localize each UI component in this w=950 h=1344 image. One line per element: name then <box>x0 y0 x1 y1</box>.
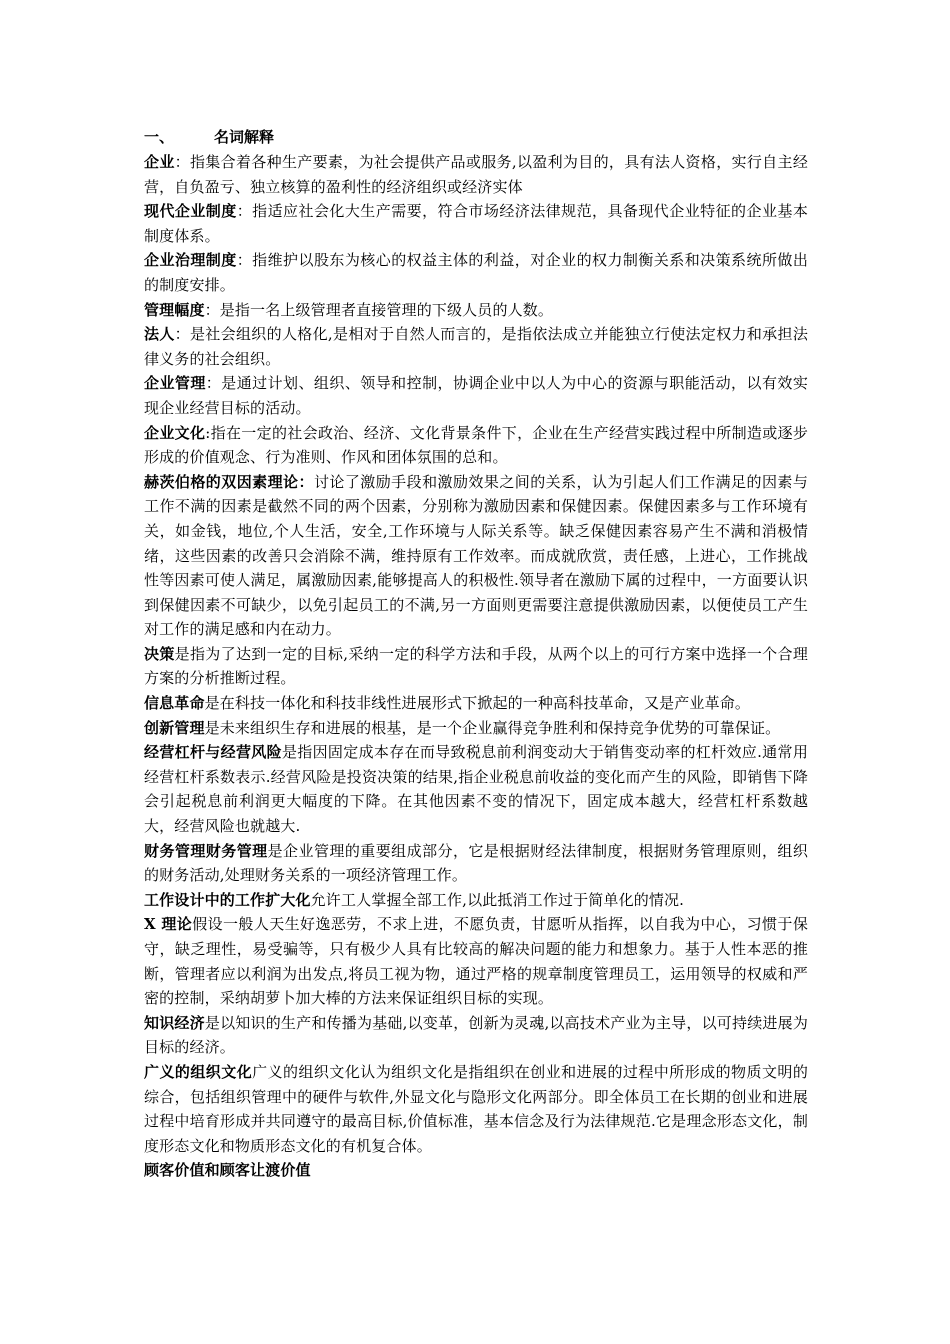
definition-term: 现代企业制度 <box>144 202 237 221</box>
section-number: 一、 <box>144 128 175 146</box>
definition-entry-legal-person <box>144 322 808 371</box>
definition-text: :指在一定的社会政治、经济、文化背景条件下，企业在生产经营实践过程中所制造或逐步形成的价值观念、行为准则、作风和团体氛围的总和。 <box>144 423 809 467</box>
definition-entry-enterprise <box>144 150 808 199</box>
definition-term: 决策 <box>144 644 175 663</box>
definition-term: 管理幅度 <box>144 300 205 319</box>
definition-text: 是未来组织生存和进展的根基，是一个企业赢得竞争胜利和保持竞争优势的可靠保证。 <box>204 718 781 737</box>
definition-term: 企业治理制度 <box>144 251 237 270</box>
definition-entry-information-revolution <box>144 691 808 716</box>
definition-term: 企业 <box>144 153 175 171</box>
definition-text: 是企业管理的重要组成部分，它是根据财经法律制度，根据财务管理原则，组织的财务活动,处理财务关系的一项经济管理工作。 <box>144 841 808 885</box>
definition-entry-financial-management <box>144 839 808 888</box>
definition-text: 是指因固定成本存在而导致税息前利润变动大于销售变动率的杠杆效应.通常用经营杠杆系数表示.经营风险是投资决策的结果,指企业税息前收益的变化而产生的风险，即销售下降会引起税息前利润更大幅度的下降。在其他因素不变的情况下，固定成本越大，经营杠杆系数越大，经营风险也就越大. <box>144 743 808 836</box>
definition-term: X 理论 <box>144 915 193 934</box>
definition-term: 企业管理 <box>144 374 206 393</box>
definition-entry-corporate-culture <box>144 421 808 470</box>
definition-text: 假设一般人天生好逸恶劳，不求上进，不愿负责，甘愿听从指挥，以自我为中心，习惯于保守，缺乏理性，易受骗等，只有极少人具有比较高的解决问题的能力和想象力。基于人性本恶的推断，管理者应以利润为出发点,将员工视为物，通过严格的规章制度管理员工，运用领导的权威和严密的控制，采纳胡萝卜加大棒的方法来保证组织目标的实现。 <box>144 915 808 1008</box>
definition-term: 财务管理财务管理 <box>144 841 268 860</box>
definition-term: 企业文化 <box>144 423 206 442</box>
section-heading <box>144 124 808 150</box>
definition-term: 赫茨伯格的双因素理论： <box>144 472 314 491</box>
definition-text: 广义的组织文化认为组织文化是指组织在创业和进展的过程中所形成的物质文明的综合，包括组织管理中的硬件与软件,外显文化与隐形文化两部分。即全体员工在长期的创业和进展过程中培育形成并共同遵守的最高目标,价值标准，基本信念及行为法律规范.它是理念形态文化，制度形态文化和物质形态文化的有机复合体。 <box>144 1062 808 1155</box>
definition-entry-theory-x <box>144 912 808 1010</box>
document-page <box>144 124 808 1183</box>
definition-entry-decision <box>144 642 808 691</box>
definition-entry-innovation-management <box>144 716 808 741</box>
definition-entry-job-enlargement <box>144 888 808 913</box>
definition-term: 信息革命 <box>144 694 205 713</box>
definition-text: ：是通过计划、组织、领导和控制，协调企业中以人为中心的资源与职能活动，以有效实现企业经营目标的活动。 <box>144 374 808 417</box>
definition-text: 是以知识的生产和传播为基础,以变革，创新为灵魂,以高技术产业为主导，以可持续进展为目标的经济。 <box>144 1013 808 1057</box>
definition-text: 是指为了达到一定的目标,采纳一定的科学方法和手段，从两个以上的可行方案中选择一个合理方案的分析推断过程。 <box>144 644 808 688</box>
definition-entry-organizational-culture <box>144 1060 808 1158</box>
definition-entry-enterprise-management <box>144 371 808 420</box>
definition-text: 是在科技一体化和科技非线性进展形式下掀起的一种高科技革命，又是产业革命。 <box>204 694 751 713</box>
definition-entry-span-of-control <box>144 298 808 323</box>
definition-term: 顾客价值和顾客让渡价值 <box>144 1161 311 1180</box>
definition-text: ：指适应社会化大生产需要，符合市场经济法律规范，具备现代企业特征的企业基本制度体系。 <box>144 202 808 245</box>
definition-term: 经营杠杆与经营风险 <box>144 743 282 762</box>
definition-term: 广义的组织文化 <box>144 1062 253 1081</box>
definition-term: 创新管理 <box>144 718 205 737</box>
definition-text: ：指维护以股东为核心的权益主体的利益，对企业的权力制衡关系和决策系统所做出的制度安排。 <box>144 251 808 294</box>
definition-entry-modern-enterprise-system <box>144 199 808 248</box>
definition-term: 法人 <box>144 325 175 344</box>
definition-term: 知识经济 <box>144 1013 205 1032</box>
definition-entry-knowledge-economy <box>144 1011 808 1060</box>
definition-entry-two-factor-theory <box>144 470 808 642</box>
definition-text: ：是社会组织的人格化,是相对于自然人而言的，是指依法成立并能独立行使法定权力和承担法律义务的社会组织。 <box>144 325 808 368</box>
definition-entry-corporate-governance <box>144 248 808 297</box>
section-title: 名词解释 <box>214 128 275 146</box>
definition-text: ：是指一名上级管理者直接管理的下级人员的人数。 <box>204 300 554 319</box>
definition-entry-customer-value <box>144 1158 808 1183</box>
definition-text: 允许工人掌握全部工作,以此抵消工作过于简单化的情况. <box>310 890 685 909</box>
definition-entry-operating-leverage <box>144 740 808 838</box>
definition-term: 工作设计中的工作扩大化 <box>144 890 311 909</box>
definition-text: 讨论了激励手段和激励效果之间的关系，认为引起人们工作满足的因素与工作不满的因素是截然不同的两个因素，分别称为激励因素和保健因素。保健因素多与工作环境有关，如金钱，地位,个人生活，安全,工作环境与人际关系等。缺乏保健因素容易产生不满和消极情绪，这些因素的改善只会消除不满，维持原有工作效率。而成就欣赏，责任感，上进心，工作挑战性等因素可使人满足，属激励因素,能够提高人的积极性.领导者在激励下属的过程中，一方面要认识到保健因素不可缺少，以免引起员工的不满,另一方面则更需要注意提供激励因素，以便使员工产生对工作的满足感和内在动力。 <box>144 472 808 639</box>
definition-text: ：指集合着各种生产要素，为社会提供产品或服务,以盈利为目的，具有法人资格，实行自主经营，自负盈亏、独立核算的盈利性的经济组织或经济实体 <box>144 153 808 196</box>
